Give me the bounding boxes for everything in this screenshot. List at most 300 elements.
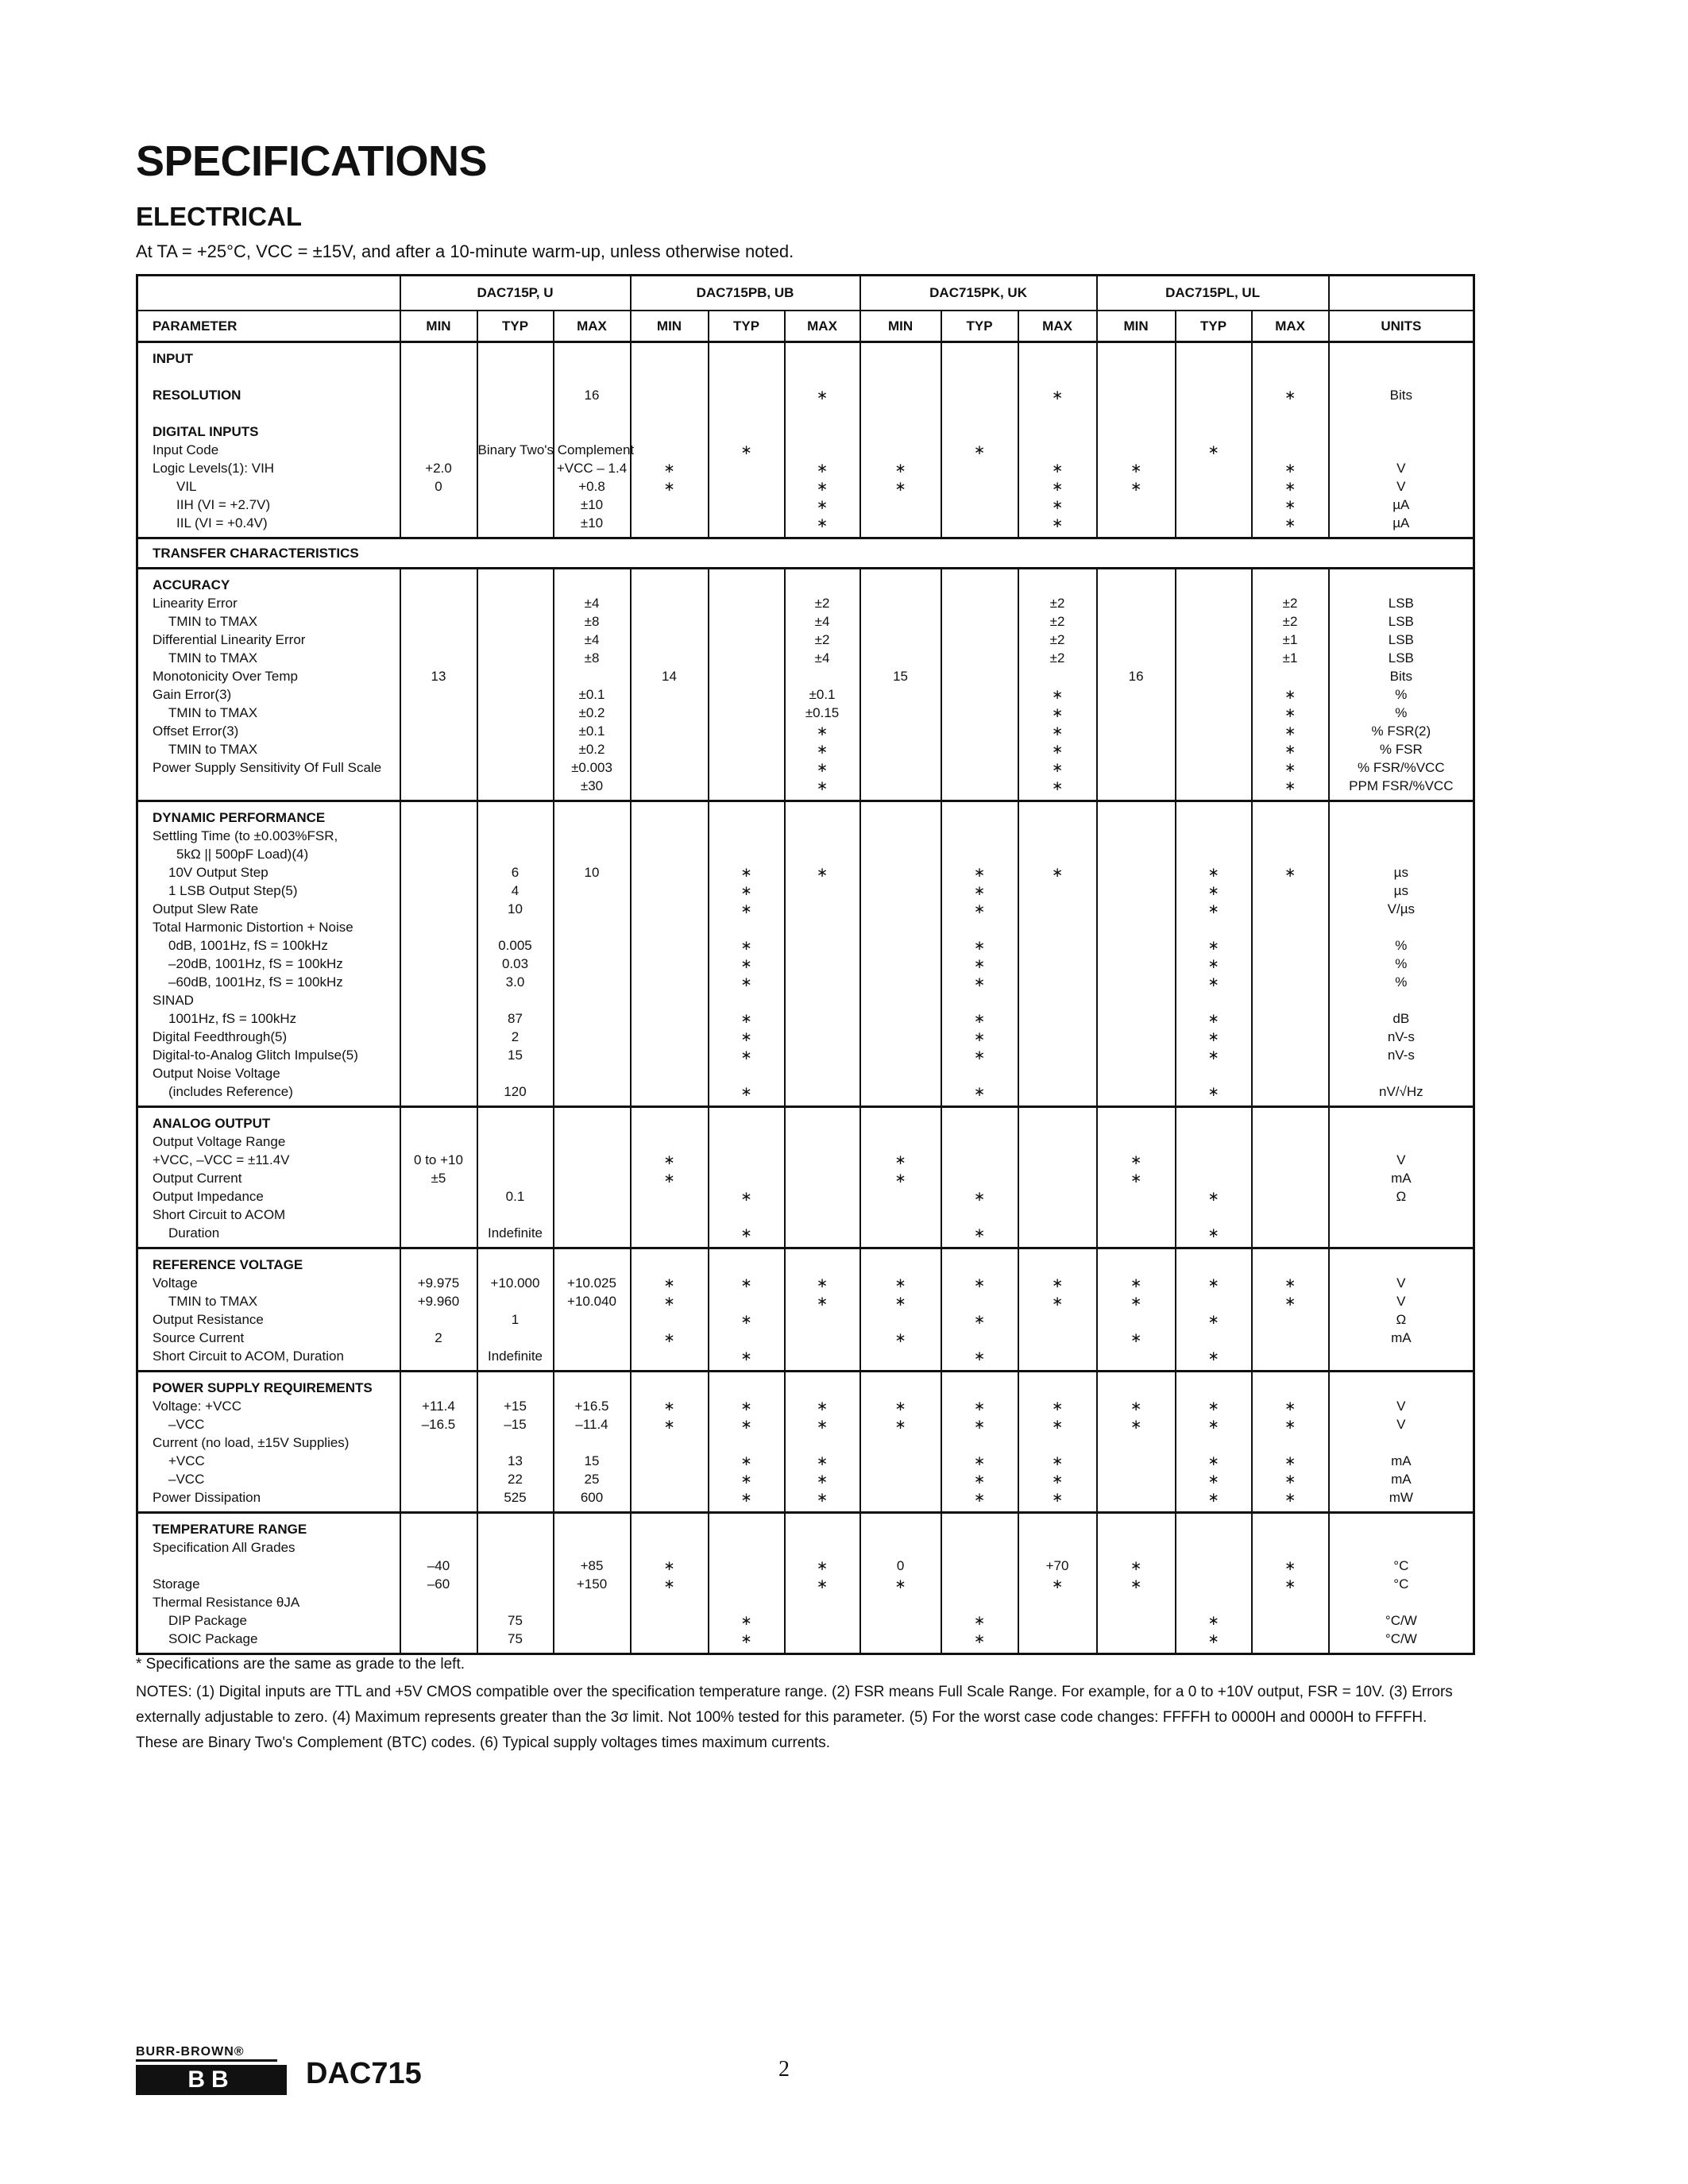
unit-value: mA [1391, 1171, 1412, 1186]
spec-value [709, 1379, 784, 1397]
value-column [631, 1107, 709, 1248]
unit-value: Bits [1389, 669, 1412, 684]
spec-value [861, 758, 941, 777]
spec-value [554, 1206, 630, 1224]
spec-value: ±1 [1282, 650, 1298, 666]
spec-value [632, 1538, 708, 1557]
unit-value: LSB [1388, 614, 1414, 629]
spec-value [942, 459, 1018, 477]
spec-value [554, 1593, 630, 1611]
unit-value: Ω [1396, 1312, 1407, 1327]
spec-value: 6 [511, 865, 520, 880]
spec-value: ∗ [1207, 1084, 1219, 1099]
spec-value: ±4 [814, 614, 830, 629]
spec-value [1098, 1452, 1175, 1470]
spec-value [786, 1256, 859, 1274]
unit-value: % [1395, 956, 1408, 971]
spec-value [1253, 1310, 1328, 1329]
value-column [1252, 1513, 1329, 1654]
parameter-label: TEMPERATURE RANGE [153, 1522, 307, 1537]
spec-value [709, 991, 784, 1009]
parameter-label: Digital-to-Analog Glitch Impulse(5) [153, 1048, 358, 1063]
units-column [1329, 1513, 1474, 1654]
spec-value [1019, 1224, 1096, 1242]
spec-value [632, 496, 708, 514]
spec-value [401, 955, 477, 973]
value-column [860, 1513, 941, 1654]
spec-value: ∗ [740, 442, 752, 457]
spec-value [632, 882, 708, 900]
value-column [400, 1248, 477, 1372]
spec-value: +9.960 [417, 1294, 460, 1309]
spec-value [786, 1133, 859, 1151]
value-column [631, 1372, 709, 1513]
unit-value [1330, 1064, 1474, 1082]
spec-value: 87 [508, 1011, 523, 1026]
spec-value: ∗ [1207, 1613, 1219, 1628]
parameter-label: IIL (VI = +0.4V) [176, 515, 268, 531]
spec-value [554, 991, 630, 1009]
value-column [631, 801, 709, 1107]
spec-value [1019, 1009, 1096, 1028]
spec-value: +70 [1045, 1558, 1069, 1573]
spec-value: 3.0 [505, 974, 525, 990]
value-column [631, 1248, 709, 1372]
spec-value: ∗ [973, 1490, 986, 1505]
spec-value [1098, 1064, 1175, 1082]
spec-value [554, 1169, 630, 1187]
units-column [1329, 1248, 1474, 1372]
spec-value [942, 1520, 1018, 1538]
spec-value [1176, 594, 1251, 612]
spec-value: ∗ [973, 865, 986, 880]
spec-value [786, 1379, 859, 1397]
spec-value [786, 845, 859, 863]
group-header: DAC715PL, UL [1097, 276, 1329, 311]
spec-value [1098, 1114, 1175, 1133]
spec-value [786, 991, 859, 1009]
value-column [1018, 801, 1097, 1107]
spec-value: ∗ [1130, 1330, 1142, 1345]
unit-value [1330, 808, 1474, 827]
unit-value: % FSR/%VCC [1358, 760, 1445, 775]
spec-value [1019, 1310, 1096, 1329]
spec-value: ∗ [973, 442, 986, 457]
spec-value [478, 685, 553, 704]
spec-value [1019, 1082, 1096, 1101]
spec-value [1019, 1187, 1096, 1206]
spec-value: ∗ [1284, 865, 1296, 880]
value-column [1252, 1107, 1329, 1248]
value-column [709, 1513, 785, 1654]
spec-value [861, 1488, 941, 1507]
spec-value [401, 1046, 477, 1064]
value-column [477, 1107, 554, 1248]
unit-value: % FSR [1379, 742, 1423, 757]
spec-value [861, 594, 941, 612]
spec-value [554, 1133, 630, 1151]
spec-value [786, 1169, 859, 1187]
spec-value [554, 423, 630, 441]
spec-value [1176, 991, 1251, 1009]
spec-value: ∗ [740, 1399, 752, 1414]
spec-value: ∗ [973, 1312, 986, 1327]
parameter-label [153, 404, 400, 423]
spec-value [786, 441, 859, 459]
spec-value [1098, 991, 1175, 1009]
spec-value [478, 1329, 553, 1347]
spec-value: ±2 [814, 632, 830, 647]
spec-value [632, 1520, 708, 1538]
parameter-label: DIP Package [168, 1613, 247, 1628]
spec-value: ∗ [1207, 1631, 1219, 1646]
spec-value: ∗ [1207, 442, 1219, 457]
spec-value [1176, 740, 1251, 758]
spec-value: ∗ [740, 974, 752, 990]
spec-value [1098, 1187, 1175, 1206]
value-column [1176, 1513, 1252, 1654]
spec-value: ∗ [1051, 865, 1064, 880]
spec-value: 16 [584, 388, 600, 403]
spec-value [1019, 1520, 1096, 1538]
spec-value [861, 1433, 941, 1452]
spec-value [942, 740, 1018, 758]
spec-value [861, 955, 941, 973]
spec-value [1253, 404, 1328, 423]
spec-value [1253, 1224, 1328, 1242]
parameter-label: Input Code [153, 442, 219, 457]
spec-value [632, 1206, 708, 1224]
spec-value [632, 936, 708, 955]
unit-value: V [1396, 479, 1406, 494]
unit-value [1330, 404, 1474, 423]
spec-value [554, 1538, 630, 1557]
spec-value: ∗ [973, 1225, 986, 1241]
spec-value [786, 1593, 859, 1611]
unit-value: µA [1393, 497, 1410, 512]
spec-value [401, 722, 477, 740]
spec-value [401, 1538, 477, 1557]
spec-value: ∗ [1207, 1312, 1219, 1327]
col-header: MAX [554, 311, 631, 342]
spec-value [1098, 955, 1175, 973]
spec-value [554, 1028, 630, 1046]
spec-value [478, 631, 553, 649]
spec-value [1019, 1433, 1096, 1452]
spec-value: ∗ [1284, 1275, 1296, 1291]
parameter-label: Output Noise Voltage [153, 1066, 280, 1081]
spec-value [1098, 1046, 1175, 1064]
value-column [860, 569, 941, 801]
value-column [554, 1248, 631, 1372]
spec-value [942, 386, 1018, 404]
value-column [631, 1513, 709, 1654]
value-column [785, 342, 860, 538]
spec-value [1176, 1114, 1251, 1133]
spec-value: ∗ [894, 1152, 906, 1167]
spec-value [1253, 955, 1328, 973]
spec-value [632, 1064, 708, 1082]
spec-value: ∗ [1284, 705, 1296, 720]
spec-value [1176, 918, 1251, 936]
spec-value [1098, 1593, 1175, 1611]
spec-value [1098, 649, 1175, 667]
spec-value [554, 1256, 630, 1274]
spec-value [1176, 777, 1251, 795]
spec-value [786, 1206, 859, 1224]
spec-value [1019, 576, 1096, 594]
spec-value: ∗ [663, 1171, 675, 1186]
spec-value: 2 [511, 1029, 520, 1044]
unit-value: LSB [1388, 596, 1414, 611]
spec-value [1253, 1046, 1328, 1064]
spec-value [478, 514, 553, 532]
spec-value [1019, 1133, 1096, 1151]
spec-value [1253, 1206, 1328, 1224]
spec-value [861, 1520, 941, 1538]
spec-value [709, 1114, 784, 1133]
parameter-label: TMIN to TMAX [168, 705, 258, 720]
unit-value: V [1396, 1275, 1406, 1291]
spec-value [401, 612, 477, 631]
spec-value: 15 [584, 1453, 600, 1468]
spec-value [861, 863, 941, 882]
part-number: DAC715 [306, 2057, 422, 2090]
spec-value [1098, 631, 1175, 649]
logo-wordmark: BURR-BROWN® [136, 2045, 277, 2062]
spec-value [1253, 808, 1328, 827]
spec-value [786, 973, 859, 991]
spec-value [861, 1452, 941, 1470]
spec-value [942, 1329, 1018, 1347]
spec-value [401, 404, 477, 423]
spec-value [478, 404, 553, 423]
value-column [1252, 801, 1329, 1107]
unit-value [1330, 1593, 1474, 1611]
spec-value [632, 900, 708, 918]
spec-value: ∗ [1207, 1275, 1219, 1291]
spec-value [478, 1151, 553, 1169]
value-column [1018, 1372, 1097, 1513]
spec-value [786, 1538, 859, 1557]
spec-value: +10.025 [567, 1275, 616, 1291]
test-conditions: At TA = +25°C, VCC = ±15V, and after a 10-minute warm-up, unless otherwise noted. [136, 241, 794, 261]
spec-value [942, 649, 1018, 667]
unit-value: % [1395, 705, 1408, 720]
value-column [1018, 1107, 1097, 1248]
spec-value [861, 368, 941, 386]
spec-value [942, 496, 1018, 514]
spec-value: ∗ [816, 1490, 829, 1505]
unit-value [1330, 1133, 1474, 1151]
value-column [785, 569, 860, 801]
parameter-label: SINAD [153, 993, 194, 1008]
spec-value: ∗ [663, 1399, 675, 1414]
spec-value [1019, 882, 1096, 900]
spec-value: ∗ [740, 1490, 752, 1505]
spec-value: Indefinite [488, 1349, 543, 1364]
spec-value [1176, 808, 1251, 827]
spec-value [1098, 722, 1175, 740]
spec-value [942, 758, 1018, 777]
spec-value [478, 612, 553, 631]
spec-value [632, 1224, 708, 1242]
spec-value [632, 368, 708, 386]
spec-value [942, 991, 1018, 1009]
spec-value [942, 1292, 1018, 1310]
spec-value [401, 1379, 477, 1397]
spec-value: ∗ [1051, 1417, 1064, 1432]
spec-value [709, 808, 784, 827]
spec-value: ∗ [973, 1453, 986, 1468]
spec-value: ∗ [1284, 1558, 1296, 1573]
spec-value: +9.975 [417, 1275, 460, 1291]
spec-value [786, 1151, 859, 1169]
spec-value [786, 1329, 859, 1347]
spec-value [401, 1256, 477, 1274]
spec-value [942, 631, 1018, 649]
unit-value: PPM FSR/%VCC [1349, 778, 1454, 793]
spec-value [942, 1256, 1018, 1274]
value-column [400, 342, 477, 538]
spec-value [1253, 1064, 1328, 1082]
spec-value: Indefinite [488, 1225, 543, 1241]
value-column [554, 1513, 631, 1654]
spec-value [478, 1593, 553, 1611]
spec-value: ∗ [663, 461, 675, 476]
spec-value: ∗ [740, 1312, 752, 1327]
spec-value: 14 [662, 669, 677, 684]
spec-value: ∗ [663, 1576, 675, 1592]
spec-value [861, 1046, 941, 1064]
spec-value: 0.005 [498, 938, 532, 953]
spec-value: +10.040 [567, 1294, 616, 1309]
spec-value [1098, 1133, 1175, 1151]
spec-value: ∗ [1284, 742, 1296, 757]
spec-value [786, 936, 859, 955]
parameter-label: Differential Linearity Error [153, 632, 306, 647]
spec-value: ∗ [816, 461, 829, 476]
spec-value: ∗ [740, 1011, 752, 1026]
unit-value [1330, 423, 1474, 441]
spec-value [942, 1575, 1018, 1593]
spec-value: ∗ [663, 1275, 675, 1291]
spec-value [861, 1379, 941, 1397]
spec-value [1253, 1256, 1328, 1274]
spec-value: ∗ [1130, 1399, 1142, 1414]
spec-value [709, 1292, 784, 1310]
page-title: SPECIFICATIONS [136, 137, 488, 185]
parameter-label: Logic Levels(1): VIH [153, 461, 275, 476]
spec-value: ∗ [816, 1275, 829, 1291]
units-column [1329, 1107, 1474, 1248]
unit-value: °C/W [1385, 1631, 1417, 1646]
spec-value: ∗ [663, 1294, 675, 1309]
spec-value [861, 777, 941, 795]
spec-value [1176, 1379, 1251, 1397]
spec-value: ∗ [816, 1417, 829, 1432]
spec-value [861, 612, 941, 631]
spec-value [1176, 649, 1251, 667]
spec-value [709, 631, 784, 649]
spec-value [1176, 1133, 1251, 1151]
spec-value [786, 1082, 859, 1101]
spec-value [709, 612, 784, 631]
spec-value [478, 349, 553, 368]
spec-value [1098, 1611, 1175, 1630]
parameter-label: Duration [168, 1225, 220, 1241]
spec-value: +10.000 [490, 1275, 540, 1291]
spec-value: ∗ [894, 461, 906, 476]
spec-value: ∗ [973, 974, 986, 990]
col-header: MIN [631, 311, 709, 342]
spec-value: ±10 [580, 497, 604, 512]
spec-value [401, 576, 477, 594]
spec-value [1253, 1082, 1328, 1101]
spec-value: ∗ [816, 1399, 829, 1414]
spec-value [709, 459, 784, 477]
spec-value [1098, 1379, 1175, 1397]
parameter-label: 1 LSB Output Step(5) [168, 883, 298, 898]
units-column [1329, 569, 1474, 801]
spec-value [861, 649, 941, 667]
spec-value [478, 1114, 553, 1133]
value-column [785, 801, 860, 1107]
spec-value: ∗ [973, 1417, 986, 1432]
spec-value [709, 1256, 784, 1274]
spec-value [1253, 1611, 1328, 1630]
section-subtitle: ELECTRICAL [136, 202, 302, 231]
spec-value [1253, 349, 1328, 368]
spec-value [632, 1470, 708, 1488]
spec-value [401, 973, 477, 991]
spec-value [1176, 631, 1251, 649]
spec-value [478, 496, 553, 514]
spec-value: ∗ [1051, 1576, 1064, 1592]
spec-value [554, 827, 630, 845]
parameter-label: Source Current [153, 1330, 245, 1345]
parameter-label: Total Harmonic Distortion + Noise [153, 920, 353, 935]
spec-value: ∗ [663, 1152, 675, 1167]
spec-value: ∗ [1051, 497, 1064, 512]
spec-value [1176, 722, 1251, 740]
spec-value: ∗ [663, 1417, 675, 1432]
spec-value [1253, 1593, 1328, 1611]
spec-value: –16.5 [421, 1417, 456, 1432]
spec-value: ∗ [1207, 883, 1219, 898]
spec-value: ∗ [894, 1399, 906, 1414]
parameter-label: Current (no load, ±15V Supplies) [153, 1435, 350, 1450]
spec-value: ∗ [816, 1472, 829, 1487]
unit-value: LSB [1388, 632, 1414, 647]
spec-value: 10 [508, 901, 523, 916]
spec-value: ∗ [973, 1399, 986, 1414]
spec-value [709, 1557, 784, 1575]
spec-value [401, 1224, 477, 1242]
spec-value [478, 722, 553, 740]
spec-value [786, 955, 859, 973]
spec-value [709, 594, 784, 612]
spec-value [554, 1114, 630, 1133]
parameter-label: 10V Output Step [168, 865, 268, 880]
spec-value [709, 722, 784, 740]
col-header: TYP [709, 311, 785, 342]
spec-value: ∗ [1207, 1472, 1219, 1487]
parameter-column [137, 1248, 400, 1372]
parameter-label: 5kΩ || 500pF Load)(4) [176, 847, 309, 862]
spec-value: ∗ [1284, 1294, 1296, 1309]
spec-section [137, 1372, 1474, 1513]
